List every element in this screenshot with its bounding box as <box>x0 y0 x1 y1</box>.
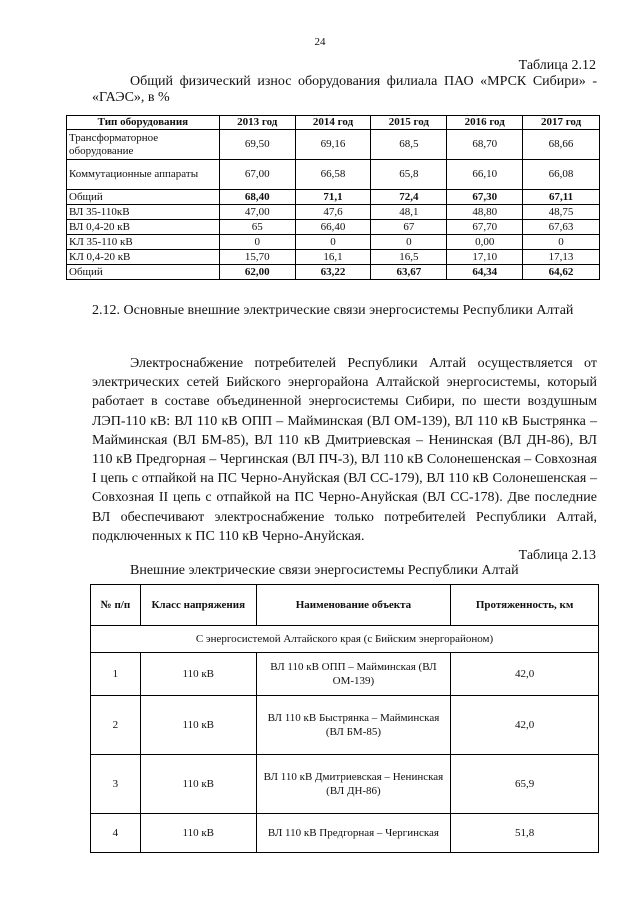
table-cell: 2 <box>91 696 141 755</box>
table-cell: 67 <box>371 220 447 235</box>
table-cell: 15,70 <box>219 250 295 265</box>
table-cell: 16,1 <box>295 250 371 265</box>
page-number: 24 <box>314 36 326 48</box>
table-cell: 0 <box>295 235 371 250</box>
table-cell: 63,22 <box>295 265 371 280</box>
table-cell: 16,5 <box>371 250 447 265</box>
body-paragraph: Электроснабжение потребителей Республики Алтай осуществляется от электрических сетей Бийского энергорайона Алтайской энергосистемы, который работает в составе объединенной энергосистемы Сибири, по шести воздушным ЛЭП-110 кВ: ВЛ 110 кВ ОПП – Майминская (ВЛ ОМ-139), ВЛ 110 кВ Быстрянка – Майминская (ВЛ БМ-85), ВЛ 110 кВ Дмитриевская – Ненинская (ВЛ ДН-86), ВЛ 110 кВ Предгорная – Чергинская (ВЛ ПЧ-3), ВЛ 110 кВ Солонешенская – Совхозная I цепь с отпайкой на ПС Черно-Ануйская (ВЛ СС-179), ВЛ 110 кВ Солонешенская – Совхозная II цепь с отпайкой на ПС Черно-Ануйская (ВЛ СС-178). Две последние ВЛ обеспечивают электроснабжение только потребителей Республики Алтай, подключенных к ПС 110 кВ Черно-Ануйская. <box>92 356 597 544</box>
column-header: № п/п <box>91 585 141 626</box>
table-cell: 17,13 <box>523 250 600 265</box>
external-links-table <box>90 584 599 853</box>
column-header: 2016 год <box>447 116 523 130</box>
row-label: КЛ 35-110 кВ <box>67 235 220 250</box>
wear-table <box>66 115 600 280</box>
table-cell: 69,50 <box>219 130 295 160</box>
table-cell: 42,0 <box>451 696 599 755</box>
table-2-12-caption: Общий физический износ оборудования филиала ПАО «МРСК Сибири» - «ГАЭС», в % <box>92 74 597 105</box>
table-cell: 68,40 <box>219 190 295 205</box>
table-cell: 0,00 <box>447 235 523 250</box>
table-cell: 67,70 <box>447 220 523 235</box>
table-2-12-label: Таблица 2.12 <box>518 58 596 73</box>
table-cell: ВЛ 110 кВ Быстрянка – Майминская (ВЛ БМ-85) <box>256 696 451 755</box>
table-cell: 66,10 <box>447 160 523 190</box>
group-label: С энергосистемой Алтайского края (с Бийским энергорайоном) <box>91 626 599 653</box>
table-row-total <box>67 190 600 205</box>
table-cell: 69,16 <box>295 130 371 160</box>
table-cell: ВЛ 110 кВ Дмитриевская – Ненинская (ВЛ ДН-86) <box>256 755 451 814</box>
table-cell: 0 <box>371 235 447 250</box>
table-cell: 48,75 <box>523 205 600 220</box>
column-header: 2017 год <box>523 116 600 130</box>
row-label: Общий <box>67 190 220 205</box>
table-cell: 67,63 <box>523 220 600 235</box>
table-cell: 66,58 <box>295 160 371 190</box>
table-cell: 68,70 <box>447 130 523 160</box>
table-header-row <box>91 585 599 626</box>
table-cell: 110 кВ <box>140 755 256 814</box>
table-cell: ВЛ 110 кВ Предгорная – Чергинская <box>256 814 451 853</box>
row-label: Трансформаторное оборудование <box>67 130 220 160</box>
table-cell: 110 кВ <box>140 653 256 696</box>
group-row <box>91 626 599 653</box>
table-cell: 51,8 <box>451 814 599 853</box>
table-cell: 110 кВ <box>140 696 256 755</box>
table-cell: 17,10 <box>447 250 523 265</box>
table-row <box>91 814 599 853</box>
column-header: 2013 год <box>219 116 295 130</box>
table-cell: 72,4 <box>371 190 447 205</box>
table-cell: 67,00 <box>219 160 295 190</box>
table-row <box>91 696 599 755</box>
table-cell: 48,80 <box>447 205 523 220</box>
table-cell: 71,1 <box>295 190 371 205</box>
table-cell: ВЛ 110 кВ ОПП – Майминская (ВЛ ОМ-139) <box>256 653 451 696</box>
table-cell: 47,00 <box>219 205 295 220</box>
row-label: ВЛ 35-110кВ <box>67 205 220 220</box>
table-cell: 0 <box>523 235 600 250</box>
table-cell: 65,8 <box>371 160 447 190</box>
row-label: КЛ 0,4-20 кВ <box>67 250 220 265</box>
column-header: 2015 год <box>371 116 447 130</box>
table-cell: 68,66 <box>523 130 600 160</box>
row-label: ВЛ 0,4-20 кВ <box>67 220 220 235</box>
table-row <box>67 235 600 250</box>
column-header: Наименование объекта <box>256 585 451 626</box>
section-heading: 2.12. Основные внешние электрические связи энергосистемы Республики Алтай <box>92 303 574 318</box>
table-row <box>67 250 600 265</box>
column-header: Класс напряжения <box>140 585 256 626</box>
table-cell: 3 <box>91 755 141 814</box>
table-row <box>91 653 599 696</box>
table-row <box>67 220 600 235</box>
table-cell: 1 <box>91 653 141 696</box>
table-cell: 66,40 <box>295 220 371 235</box>
table-header-row <box>67 116 600 130</box>
table-row <box>91 755 599 814</box>
table-row-total <box>67 265 600 280</box>
column-header: Тип оборудования <box>67 116 220 130</box>
table-cell: 42,0 <box>451 653 599 696</box>
table-cell: 67,30 <box>447 190 523 205</box>
table-cell: 64,34 <box>447 265 523 280</box>
table-cell: 0 <box>219 235 295 250</box>
table-cell: 64,62 <box>523 265 600 280</box>
table-cell: 63,67 <box>371 265 447 280</box>
table-cell: 62,00 <box>219 265 295 280</box>
table-cell: 110 кВ <box>140 814 256 853</box>
row-label: Общий <box>67 265 220 280</box>
table-row <box>67 205 600 220</box>
table-row <box>67 160 600 190</box>
column-header: 2014 год <box>295 116 371 130</box>
column-header: Протяженность, км <box>451 585 599 626</box>
table-row <box>67 130 600 160</box>
row-label: Коммутационные аппараты <box>67 160 220 190</box>
table-2-13-label: Таблица 2.13 <box>518 548 596 563</box>
table-cell: 66,08 <box>523 160 600 190</box>
table-cell: 65 <box>219 220 295 235</box>
table-cell: 68,5 <box>371 130 447 160</box>
table-cell: 67,11 <box>523 190 600 205</box>
table-cell: 47,6 <box>295 205 371 220</box>
table-2-13-caption: Внешние электрические связи энергосистемы Республики Алтай <box>130 563 519 578</box>
table-cell: 48,1 <box>371 205 447 220</box>
table-cell: 65,9 <box>451 755 599 814</box>
table-cell: 4 <box>91 814 141 853</box>
